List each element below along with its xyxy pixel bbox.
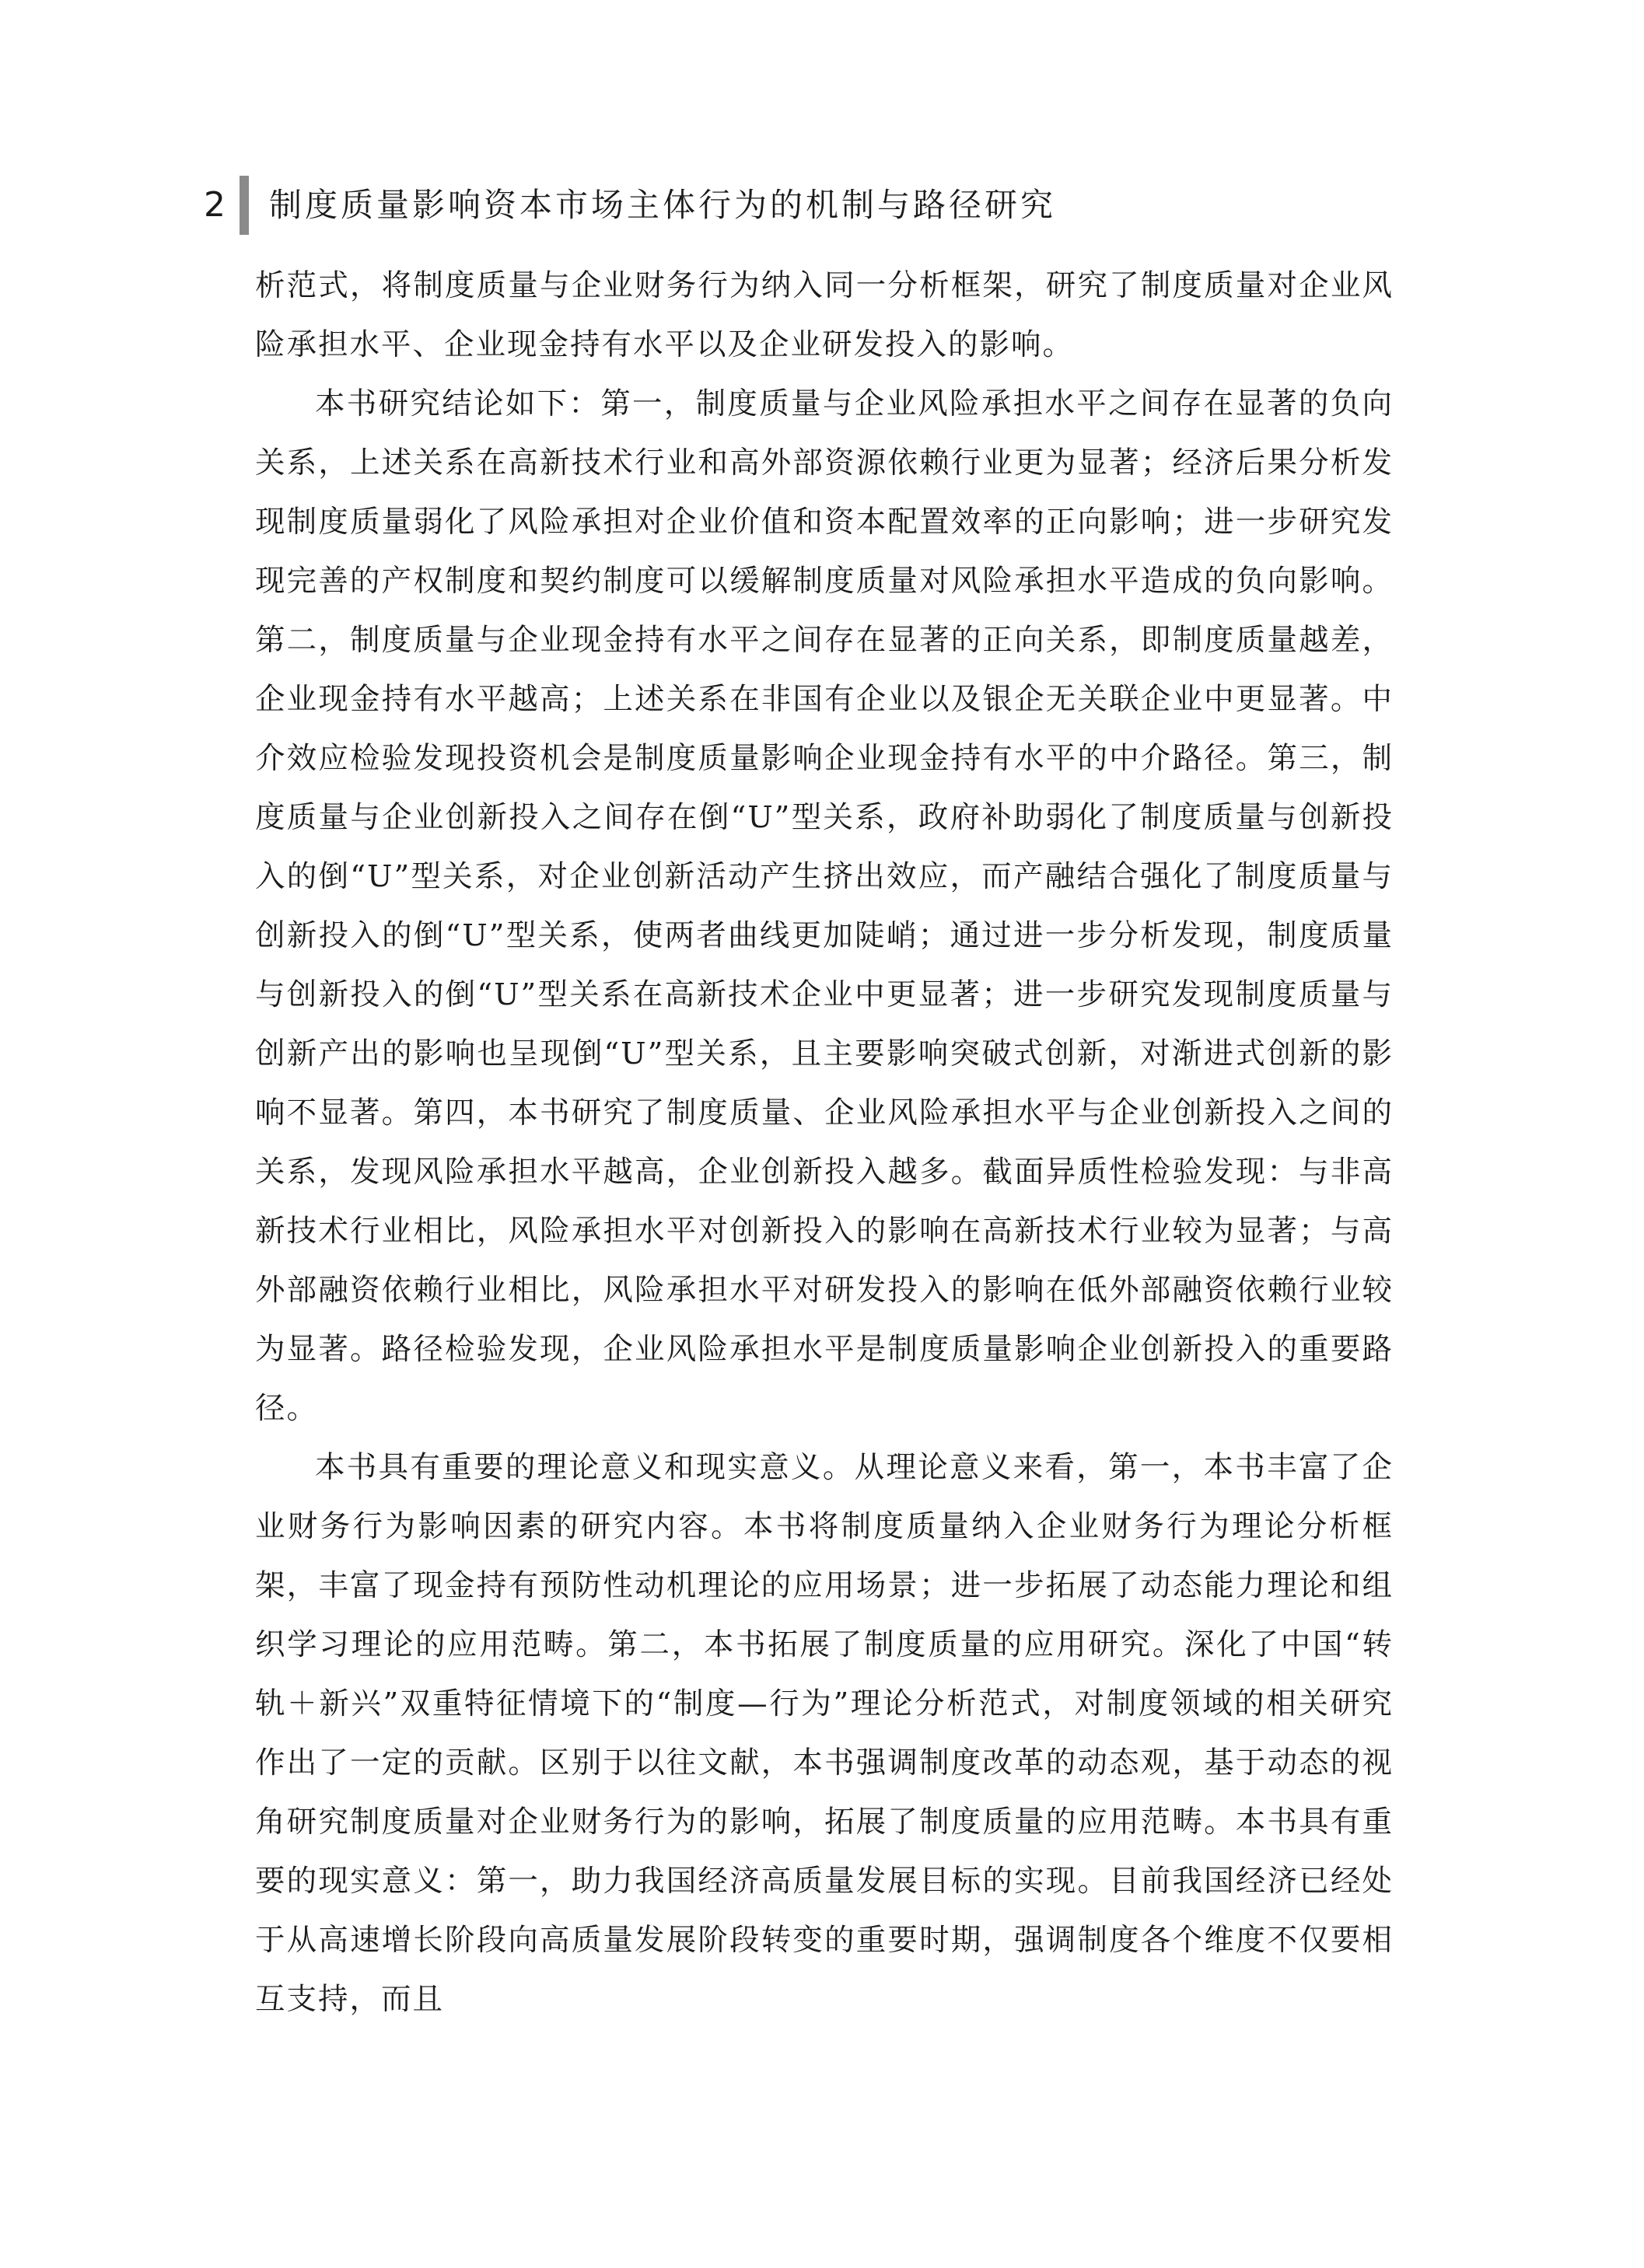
body-text (255, 257, 1394, 2029)
book-title: 制度质量影响资本市场主体行为的机制与路径研究 (269, 186, 1057, 224)
header-divider-bar (240, 176, 249, 235)
paragraph-significance: 本书具有重要的理论意义和现实意义。从理论意义来看，第一，本书丰富了企业财务行为影响因素的研究内容。本书将制度质量纳入企业财务行为理论分析框架，丰富了现金持有预防性动机理论的应用场景；进一步拓展了动态能力理论和组织学习理论的应用范畴。第二，本书拓展了制度质量的应用研究。深化了中国“转轨＋新兴”双重特征情境下的“制度—行为”理论分析范式，对制度领域的相关研究作出了一定的贡献。区别于以往文献，本书强调制度改革的动态观，基于动态的视角研究制度质量对企业财务行为的影响，拓展了制度质量的应用范畴。本书具有重要的现实意义：第一，助力我国经济高质量发展目标的实现。目前我国经济已经处于从高速增长阶段向高质量发展阶段转变的重要时期，强调制度各个维度不仅要相互支持，而且 (255, 1450, 1394, 2017)
paragraph-conclusions: 本书研究结论如下：第一，制度质量与企业风险承担水平之间存在显著的负向关系，上述关系在高新技术行业和高外部资源依赖行业更为显著；经济后果分析发现制度质量弱化了风险承担对企业价值和资本配置效率的正向影响；进一步研究发现完善的产权制度和契约制度可以缓解制度质量对风险承担水平造成的负向影响。第二，制度质量与企业现金持有水平之间存在显著的正向关系，即制度质量越差，企业现金持有水平越高；上述关系在非国有企业以及银企无关联企业中更显著。中介效应检验发现投资机会是制度质量影响企业现金持有水平的中介路径。第三，制度质量与企业创新投入之间存在倒“U”型关系，政府补助弱化了制度质量与创新投入的倒“U”型关系，对企业创新活动产生挤出效应，而产融结合强化了制度质量与创新投入的倒“U”型关系，使两者曲线更加陡峭；通过进一步分析发现，制度质量与创新投入的倒“U”型关系在高新技术企业中更显著；进一步研究发现制度质量与创新产出的影响也呈现倒“U”型关系，且主要影响突破式创新，对渐进式创新的影响不显著。第四，本书研究了制度质量、企业风险承担水平与企业创新投入之间的关系，发现风险承担水平越高，企业创新投入越多。截面异质性检验发现：与非高新技术行业相比，风险承担水平对创新投入的影响在高新技术行业较为显著；与高外部融资依赖行业相比，风险承担水平对研发投入的影响在低外部融资依赖行业较为显著。路径检验发现，企业风险承担水平是制度质量影响企业创新投入的重要路径。 (255, 386, 1394, 1426)
paragraph-continuation: 析范式，将制度质量与企业财务行为纳入同一分析框架，研究了制度质量对企业风险承担水平、企业现金持有水平以及企业研发投入的影响。 (255, 268, 1394, 362)
running-head (204, 176, 1056, 235)
page-number: 2 (204, 185, 226, 225)
